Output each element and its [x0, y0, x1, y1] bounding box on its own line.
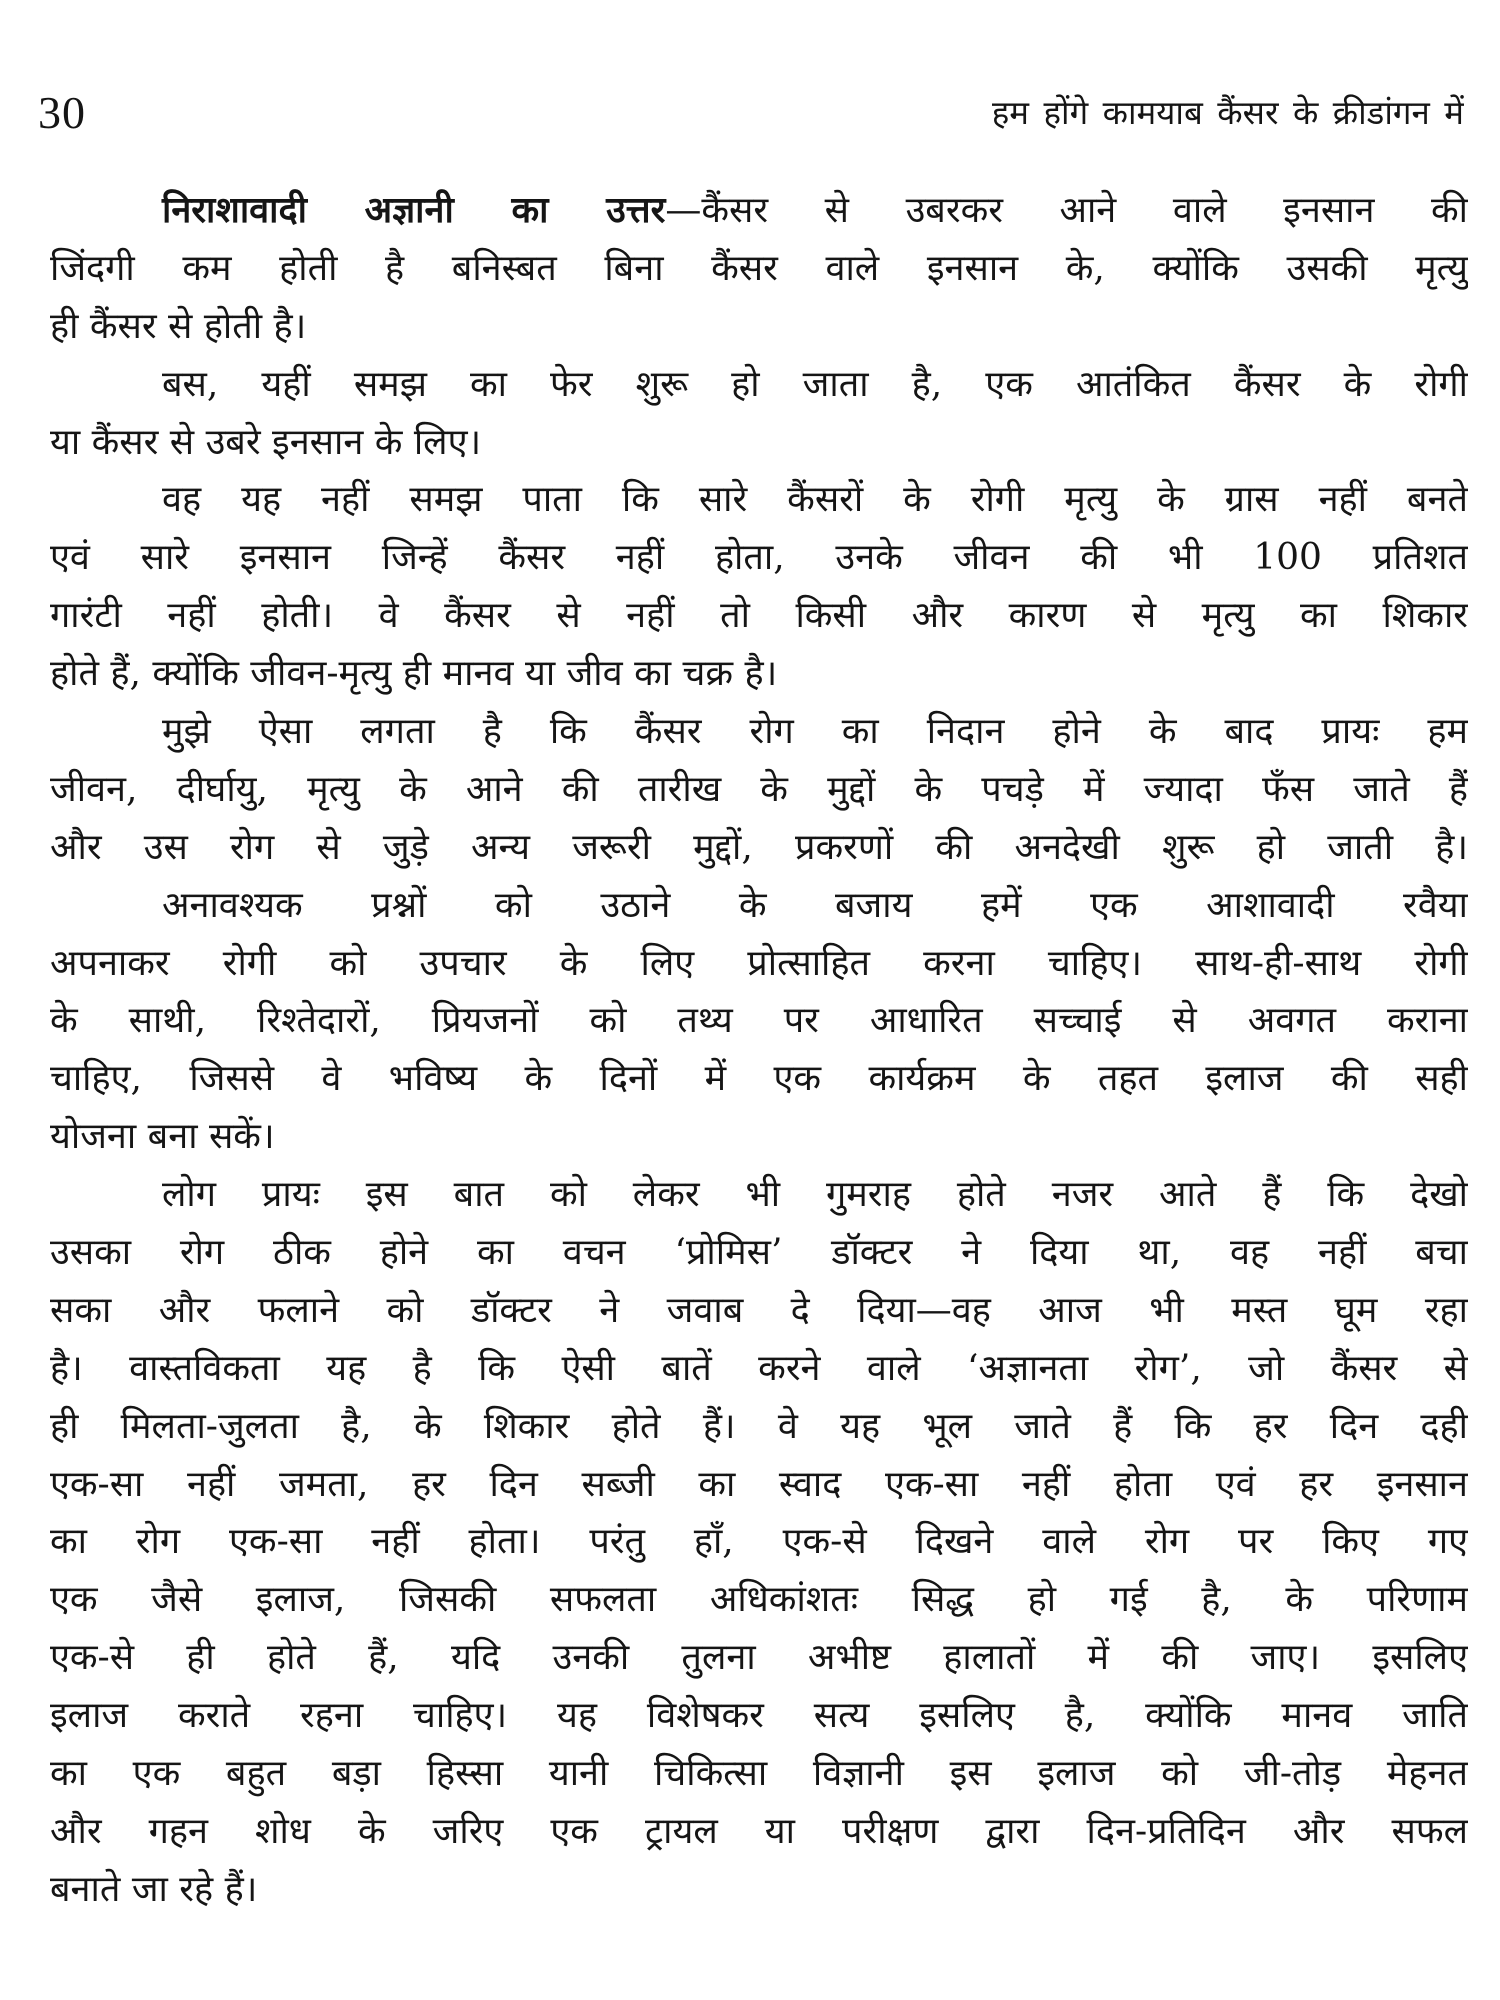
text-line: और उस रोग से जुड़े अन्य जरूरी मुद्दों, प्रकरणों की अनदेखी शुरू हो जाती है।: [50, 826, 1468, 868]
text-line: मुझे ऐसा लगता है कि कैंसर रोग का निदान होने के बाद प्रायः हम: [162, 711, 1468, 753]
text-line: उसका रोग ठीक होने का वचन ‘प्रोमिस’ डॉक्टर ने दिया था, वह नहीं बचा: [50, 1232, 1468, 1274]
text-line: के साथी, रिश्तेदारों, प्रियजनों को तथ्य पर आधारित सच्चाई से अवगत कराना: [50, 1000, 1468, 1042]
running-title: हम होंगे कामयाब कैंसर के क्रीडांगन में: [991, 93, 1464, 132]
paragraph-lead: निराशावादी अज्ञानी का उत्तर: [162, 189, 666, 231]
text-line: ही मिलता-जुलता है, के शिकार होते हैं। वे यह भूल जाते हैं कि हर दिन दही: [50, 1405, 1468, 1447]
text-line: एक जैसे इलाज, जिसकी सफलता अधिकांशतः सिद्ध हो गई है, के परिणाम: [50, 1579, 1468, 1621]
text-line: एक-सा नहीं जमता, हर दिन सब्जी का स्वाद एक-सा नहीं होता एवं हर इनसान: [50, 1463, 1468, 1505]
text-line: इलाज कराते रहना चाहिए। यह विशेषकर सत्य इसलिए है, क्योंकि मानव जाति: [50, 1695, 1468, 1737]
text-line: गारंटी नहीं होती। वे कैंसर से नहीं तो किसी और कारण से मृत्यु का शिकार: [50, 595, 1468, 637]
text-line: होते हैं, क्योंकि जीवन-मृत्यु ही मानव या जीव का चक्र है।: [50, 653, 778, 695]
page-number: 30: [38, 87, 86, 138]
text-line: बस, यहीं समझ का फेर शुरू हो जाता है, एक आतंकित कैंसर के रोगी: [162, 363, 1468, 405]
text-line: लोग प्रायः इस बात को लेकर भी गुमराह होते नजर आते हैं कि देखो: [162, 1174, 1468, 1216]
text-line: जीवन, दीर्घायु, मृत्यु के आने की तारीख के मुद्दों के पचड़े में ज्यादा फँस जाते हैं: [50, 768, 1468, 810]
text-line: बनाते जा रहे हैं।: [50, 1868, 258, 1910]
text-line: का एक बहुत बड़ा हिस्सा यानी चिकित्सा विज्ञानी इस इलाज को जी-तोड़ मेहनत: [50, 1753, 1468, 1795]
running-head: [38, 84, 1464, 142]
text-line: चाहिए, जिससे वे भविष्य के दिनों में एक कार्यक्रम के तहत इलाज की सही: [50, 1058, 1468, 1100]
text-line: जिंदगी कम होती है बनिस्बत बिना कैंसर वाले इनसान के, क्योंकि उसकी मृत्यु: [50, 247, 1468, 289]
paragraph: [50, 182, 1468, 356]
body-text: [50, 182, 1468, 1919]
text-line: और गहन शोध के जरिए एक ट्रायल या परीक्षण द्वारा दिन-प्रतिदिन और सफल: [50, 1810, 1468, 1852]
paragraph: [50, 471, 1468, 703]
text-line: ही कैंसर से होती है।: [50, 305, 307, 347]
text-line: या कैंसर से उबरे इनसान के लिए।: [50, 421, 482, 463]
text-line: है। वास्तविकता यह है कि ऐसी बातें करने वाले ‘अज्ञानता रोग’, जो कैंसर से: [50, 1347, 1468, 1389]
text-line-rest: —कैंसर से उबरकर आने वाले इनसान की: [665, 190, 1468, 231]
paragraph: [50, 356, 1468, 472]
text-line: एवं सारे इनसान जिन्हें कैंसर नहीं होता, उनके जीवन की भी 100 प्रतिशत: [50, 537, 1468, 579]
paragraph: [50, 1166, 1468, 1919]
text-line: [50, 182, 1468, 240]
paragraph: [50, 703, 1468, 877]
text-line: सका और फलाने को डॉक्टर ने जवाब दे दिया—वह आज भी मस्त घूम रहा: [50, 1289, 1468, 1331]
text-line: एक-से ही होते हैं, यदि उनकी तुलना अभीष्ट हालातों में की जाए। इसलिए: [50, 1637, 1468, 1679]
paragraph: [50, 877, 1468, 1166]
text-line: का रोग एक-सा नहीं होता। परंतु हाँ, एक-से दिखने वाले रोग पर किए गए: [50, 1521, 1468, 1563]
text-line: अपनाकर रोगी को उपचार के लिए प्रोत्साहित करना चाहिए। साथ-ही-साथ रोगी: [50, 942, 1468, 984]
text-line: वह यह नहीं समझ पाता कि सारे कैंसरों के रोगी मृत्यु के ग्रास नहीं बनते: [162, 479, 1468, 521]
text-line: अनावश्यक प्रश्नों को उठाने के बजाय हमें एक आशावादी रवैया: [162, 884, 1468, 926]
text-line: योजना बना सकें।: [50, 1116, 275, 1158]
